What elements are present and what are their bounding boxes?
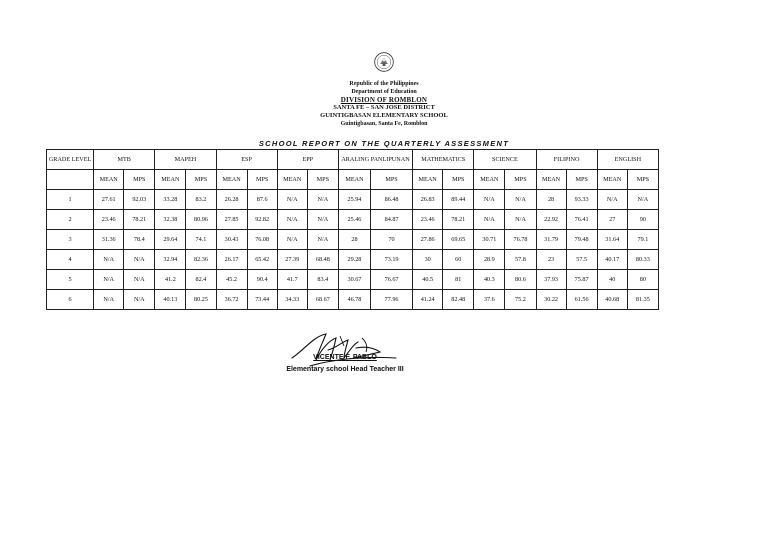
table-cell: 68.67 — [307, 290, 338, 310]
table-cell: 69.65 — [443, 230, 474, 250]
table-cell: 40.3 — [474, 270, 505, 290]
subject-header: ARALING PANLIPUNAN — [338, 150, 412, 170]
table-cell: 73.19 — [370, 250, 412, 270]
table-cell: N/A — [94, 250, 124, 270]
table-row — [47, 190, 659, 210]
table-cell: 70 — [370, 230, 412, 250]
table-cell: 40.13 — [155, 290, 186, 310]
assessment-table — [46, 149, 659, 310]
table-cell: 90.4 — [247, 270, 277, 290]
table-cell: 61.56 — [566, 290, 597, 310]
table-cell: 31.64 — [597, 230, 627, 250]
table-cell: 40 — [597, 270, 627, 290]
table-cell: 41.24 — [413, 290, 443, 310]
table-cell: 32.38 — [155, 210, 186, 230]
table-cell: 80.96 — [186, 210, 216, 230]
table-cell: N/A — [307, 190, 338, 210]
empty-header-cell — [47, 170, 94, 190]
table-cell: 87.6 — [247, 190, 277, 210]
table-cell: 75.87 — [566, 270, 597, 290]
mps-header: MPS — [124, 170, 155, 190]
table-cell: N/A — [124, 250, 155, 270]
mean-header: MEAN — [474, 170, 505, 190]
table-cell: 82.36 — [186, 250, 216, 270]
header-department: Department of Education — [351, 89, 417, 95]
table-cell: N/A — [307, 210, 338, 230]
table-cell: 40.5 — [413, 270, 443, 290]
mps-header: MPS — [186, 170, 216, 190]
table-cell: 80.33 — [627, 250, 658, 270]
table-cell: N/A — [277, 210, 307, 230]
table-cell: 27.61 — [94, 190, 124, 210]
table-cell: 40.17 — [597, 250, 627, 270]
table-cell: N/A — [94, 270, 124, 290]
grade-level-cell: 4 — [47, 250, 94, 270]
table-row — [47, 270, 659, 290]
subject-header: SCIENCE — [474, 150, 536, 170]
table-cell: 29.28 — [338, 250, 370, 270]
table-cell: 89.44 — [443, 190, 474, 210]
table-cell: 68.48 — [307, 250, 338, 270]
table-cell: 28 — [338, 230, 370, 250]
table-cell: 86.48 — [370, 190, 412, 210]
table-cell: 75.2 — [505, 290, 536, 310]
table-cell: 80 — [627, 270, 658, 290]
mps-header: MPS — [505, 170, 536, 190]
grade-level-cell: 2 — [47, 210, 94, 230]
table-cell: 57.5 — [566, 250, 597, 270]
signatory-title: Elementary school Head Teacher III — [286, 366, 404, 373]
table-cell: 30.22 — [536, 290, 566, 310]
table-cell: 30.71 — [474, 230, 505, 250]
table-cell: 76.78 — [505, 230, 536, 250]
grade-level-cell: 3 — [47, 230, 94, 250]
table-row — [47, 230, 659, 250]
mean-header: MEAN — [536, 170, 566, 190]
table-cell: N/A — [124, 290, 155, 310]
table-cell: 81 — [443, 270, 474, 290]
table-cell: 25.94 — [338, 190, 370, 210]
table-cell: 81.35 — [627, 290, 658, 310]
grade-level-cell: 5 — [47, 270, 94, 290]
table-cell: 78.21 — [124, 210, 155, 230]
mps-header: MPS — [627, 170, 658, 190]
subject-header: FILIPINO — [536, 150, 597, 170]
table-cell: 77.96 — [370, 290, 412, 310]
table-cell: 45.2 — [216, 270, 247, 290]
table-cell: 31.79 — [536, 230, 566, 250]
table-cell: 33.28 — [155, 190, 186, 210]
mean-header: MEAN — [277, 170, 307, 190]
table-cell: 28.9 — [474, 250, 505, 270]
table-cell: 83.2 — [186, 190, 216, 210]
table-cell: 23.46 — [413, 210, 443, 230]
report-title: SCHOOL REPORT ON THE QUARTERLY ASSESSMENT — [258, 139, 510, 148]
mean-header: MEAN — [216, 170, 247, 190]
table-cell: 83.4 — [307, 270, 338, 290]
header-republic: Republic of the Philippines — [349, 81, 419, 87]
table-cell: 76.08 — [247, 230, 277, 250]
mps-header: MPS — [307, 170, 338, 190]
table-cell: 41.7 — [277, 270, 307, 290]
table-cell: 78.21 — [443, 210, 474, 230]
subject-header: MATHEMATICS — [413, 150, 474, 170]
table-cell: 37.93 — [536, 270, 566, 290]
table-cell: 92.82 — [247, 210, 277, 230]
table-cell: 41.2 — [155, 270, 186, 290]
table-cell: 36.72 — [216, 290, 247, 310]
mean-header: MEAN — [597, 170, 627, 190]
table-row — [47, 290, 659, 310]
table-cell: 82.48 — [443, 290, 474, 310]
table-cell: 79.48 — [566, 230, 597, 250]
header-division: DIVISION OF ROMBLON — [340, 96, 428, 104]
table-cell: N/A — [277, 230, 307, 250]
mps-header: MPS — [443, 170, 474, 190]
table-cell: 84.87 — [370, 210, 412, 230]
table-cell: 29.64 — [155, 230, 186, 250]
table-cell: 28 — [536, 190, 566, 210]
header-address: Guintigbasan, Santa Fe, Romblon — [340, 121, 428, 127]
header-district: SANTA FE – SAN JOSE DISTRICT — [333, 104, 435, 111]
table-cell: 92.03 — [124, 190, 155, 210]
table-cell: N/A — [505, 210, 536, 230]
table-row — [47, 250, 659, 270]
table-cell: N/A — [124, 270, 155, 290]
table-cell: N/A — [474, 210, 505, 230]
table-cell: 23 — [536, 250, 566, 270]
table-cell: 80.25 — [186, 290, 216, 310]
table-cell: N/A — [94, 290, 124, 310]
table-cell: 27.86 — [413, 230, 443, 250]
table-cell: 32.94 — [155, 250, 186, 270]
table-cell: 34.33 — [277, 290, 307, 310]
table-cell: 25.46 — [338, 210, 370, 230]
table-cell: N/A — [307, 230, 338, 250]
table-cell: 22.92 — [536, 210, 566, 230]
table-cell: 27 — [597, 210, 627, 230]
table-cell: 57.8 — [505, 250, 536, 270]
table-cell: 60 — [443, 250, 474, 270]
table-cell: 73.44 — [247, 290, 277, 310]
table-cell: 37.6 — [474, 290, 505, 310]
table-cell: 65.42 — [247, 250, 277, 270]
grade-level-cell: 1 — [47, 190, 94, 210]
table-cell: 80.6 — [505, 270, 536, 290]
table-cell: 27.85 — [216, 210, 247, 230]
table-cell: 78.4 — [124, 230, 155, 250]
header-school: GUINTIGBASAN ELEMENTARY SCHOOL — [320, 112, 448, 119]
table-cell: 76.67 — [370, 270, 412, 290]
subject-header: MAPEH — [155, 150, 216, 170]
table-cell: 27.39 — [277, 250, 307, 270]
table-cell: 46.78 — [338, 290, 370, 310]
table-cell: 26.28 — [216, 190, 247, 210]
table-cell: 30.43 — [216, 230, 247, 250]
grade-level-header: GRADE LEVEL — [47, 150, 94, 170]
table-cell: 30.67 — [338, 270, 370, 290]
table-cell: 76.41 — [566, 210, 597, 230]
subject-header: EPP — [277, 150, 338, 170]
table-cell: N/A — [627, 190, 658, 210]
mps-header: MPS — [566, 170, 597, 190]
subject-header: ESP — [216, 150, 277, 170]
grade-level-cell: 6 — [47, 290, 94, 310]
mean-mps-header-row — [47, 170, 659, 190]
table-cell: 79.1 — [627, 230, 658, 250]
table-cell: N/A — [474, 190, 505, 210]
table-cell: 90 — [627, 210, 658, 230]
subject-header: MTB — [94, 150, 155, 170]
table-cell: 82.4 — [186, 270, 216, 290]
mean-header: MEAN — [155, 170, 186, 190]
table-cell: 74.1 — [186, 230, 216, 250]
signatory-name: VICENTE F. PABLO — [313, 354, 377, 361]
deped-seal-icon — [374, 52, 394, 72]
table-cell: 40.68 — [597, 290, 627, 310]
table-row — [47, 210, 659, 230]
mps-header: MPS — [370, 170, 412, 190]
table-cell: N/A — [505, 190, 536, 210]
table-cell: 30 — [413, 250, 443, 270]
mean-header: MEAN — [413, 170, 443, 190]
table-cell: N/A — [277, 190, 307, 210]
table-cell: 93.33 — [566, 190, 597, 210]
table-cell: 26.83 — [413, 190, 443, 210]
mps-header: MPS — [247, 170, 277, 190]
table-cell: 26.17 — [216, 250, 247, 270]
subject-header: ENGLISH — [597, 150, 658, 170]
table-cell: 31.36 — [94, 230, 124, 250]
mean-header: MEAN — [94, 170, 124, 190]
subject-header-row — [47, 150, 659, 170]
table-cell: 23.46 — [94, 210, 124, 230]
table-cell: N/A — [597, 190, 627, 210]
mean-header: MEAN — [338, 170, 370, 190]
